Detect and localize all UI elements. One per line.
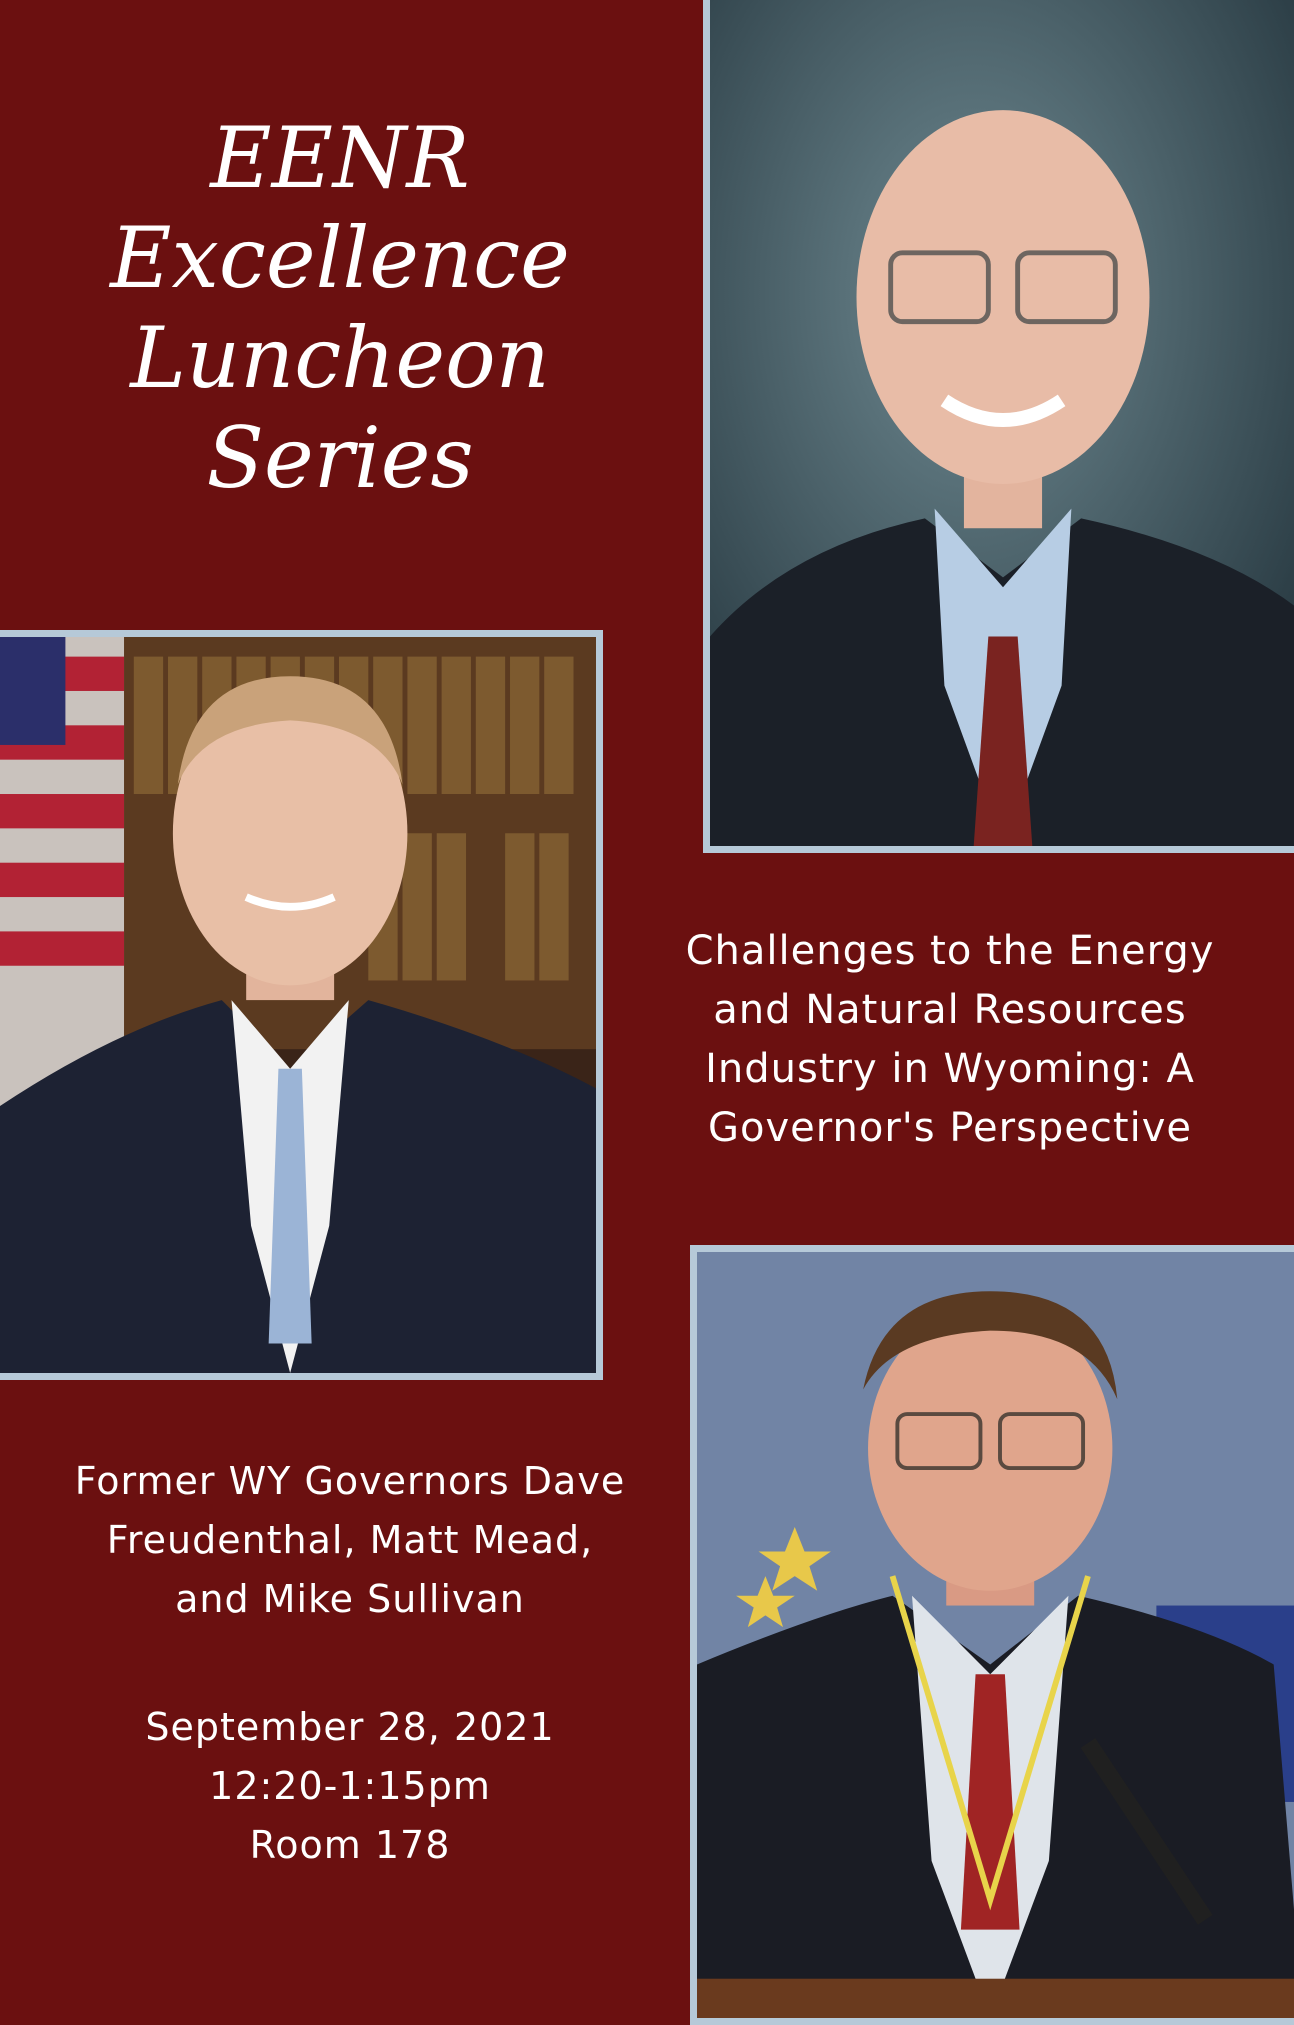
- poster-title: [60, 108, 620, 508]
- speakers-line: and Mike Sullivan: [175, 1577, 525, 1621]
- topic-line: Governor's Perspective: [708, 1105, 1192, 1151]
- title-line: Series: [206, 409, 474, 507]
- speakers-line: Former WY Governors Dave: [74, 1459, 626, 1503]
- speaker-names: [30, 1452, 670, 1629]
- event-time: 12:20-1:15pm: [209, 1764, 491, 1808]
- portrait-image: [710, 0, 1294, 846]
- title-line: EENR: [210, 109, 470, 207]
- topic-line: Challenges to the Energy: [685, 928, 1215, 974]
- topic-line: and Natural Resources: [713, 987, 1187, 1033]
- portrait-image: [697, 1252, 1294, 2018]
- portrait-photo-bottom: [690, 1245, 1294, 2025]
- portrait-image: [0, 637, 596, 1373]
- title-line: Luncheon: [130, 309, 550, 407]
- portrait-photo-middle: [0, 630, 603, 1380]
- event-date: September 28, 2021: [145, 1705, 555, 1749]
- speakers-line: Freudenthal, Matt Mead,: [106, 1518, 594, 1562]
- event-room: Room 178: [249, 1823, 451, 1867]
- event-topic: [640, 922, 1260, 1158]
- portrait-photo-top: [703, 0, 1294, 853]
- title-line: Excellence: [110, 209, 570, 307]
- event-details: [60, 1698, 640, 1875]
- topic-line: Industry in Wyoming: A: [705, 1046, 1195, 1092]
